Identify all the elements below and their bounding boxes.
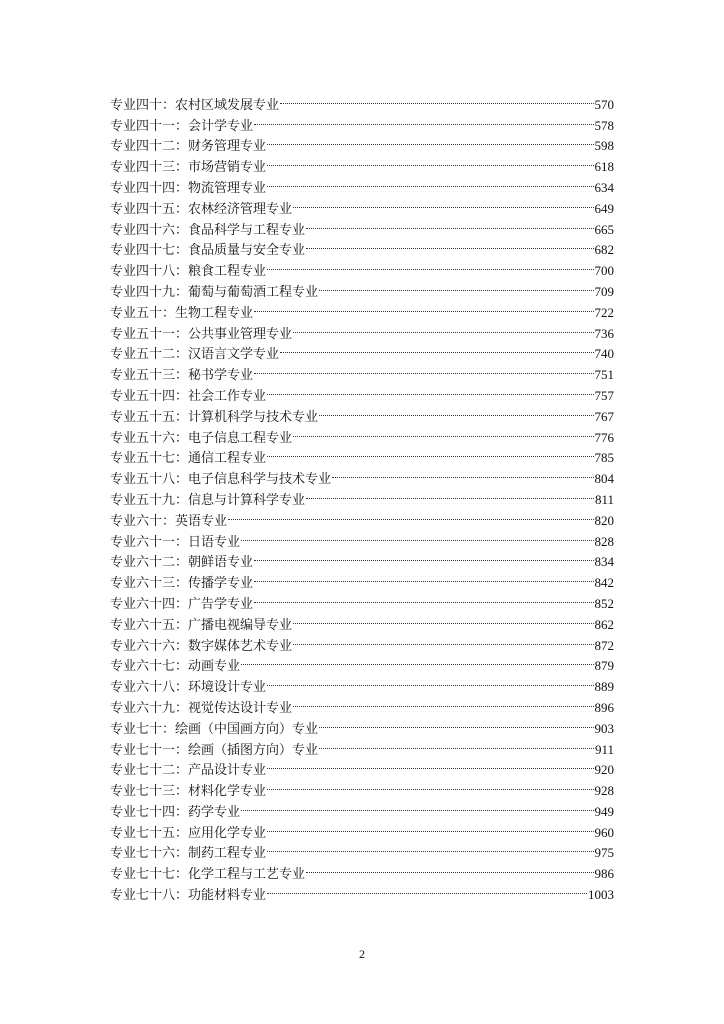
toc-dot-leader <box>267 379 593 400</box>
toc-entry-title: 专业四十三：市场营销专业 <box>110 160 267 176</box>
toc-entry-page-number: 986 <box>594 866 614 882</box>
toc-entry-page-number: 828 <box>594 533 614 549</box>
toc-dot-leader <box>267 837 593 858</box>
toc-entry-page-number: 578 <box>594 117 614 133</box>
toc-entry-title: 专业七十一：绘画（插图方向）专业 <box>110 742 319 758</box>
toc-dot-leader <box>267 754 593 775</box>
toc-entry-page-number: 928 <box>594 783 614 799</box>
toc-entry-page-number: 634 <box>594 179 614 195</box>
toc-entry-title: 专业四十九：葡萄与葡萄酒工程专业 <box>110 284 319 300</box>
toc-dot-leader <box>254 296 593 317</box>
toc-dot-leader <box>254 109 593 130</box>
toc-entry-title: 专业五十二：汉语言文学专业 <box>110 347 280 363</box>
toc-dot-leader <box>267 150 593 171</box>
toc-entry-page-number: 665 <box>594 221 614 237</box>
toc-entry-page-number: 709 <box>594 283 614 299</box>
toc-entry-page-number: 804 <box>594 471 614 487</box>
toc-dot-leader <box>267 774 593 795</box>
toc-dot-leader <box>293 192 593 213</box>
toc-entry-title: 专业四十四：物流管理专业 <box>110 180 267 196</box>
toc-dot-leader <box>267 171 593 192</box>
toc-dot-leader <box>241 525 593 546</box>
toc-entry-title: 专业六十五：广播电视编导专业 <box>110 617 293 633</box>
toc-entry-title: 专业五十三：秘书学专业 <box>110 368 254 384</box>
toc-entry-title: 专业四十六：食品科学与工程专业 <box>110 222 306 238</box>
toc-entry-title: 专业六十八：环境设计专业 <box>110 680 267 696</box>
table-of-contents <box>110 88 614 904</box>
toc-entry-title: 专业四十：农村区域发展专业 <box>110 97 280 113</box>
toc-entry-page-number: 920 <box>594 762 614 778</box>
toc-entry-page-number: 903 <box>594 720 614 736</box>
toc-entry-title: 专业七十：绘画（中国画方向）专业 <box>110 721 319 737</box>
toc-entry-title: 专业六十九：视觉传达设计专业 <box>110 700 293 716</box>
toc-dot-leader <box>293 691 593 712</box>
toc-dot-leader <box>319 712 593 733</box>
toc-dot-leader <box>267 254 593 275</box>
toc-entry-title: 专业五十七：通信工程专业 <box>110 451 267 467</box>
toc-entry-title: 专业四十一：会计学专业 <box>110 118 254 134</box>
toc-dot-leader <box>280 338 593 359</box>
toc-entry-page-number: 767 <box>594 408 614 424</box>
toc-entry-page-number: 820 <box>594 512 614 528</box>
toc-entry-page-number: 570 <box>594 96 614 112</box>
toc-dot-leader <box>254 566 593 587</box>
toc-entry-page-number: 949 <box>594 803 614 819</box>
toc-entry-page-number: 911 <box>594 741 614 757</box>
toc-entry-title: 专业四十七：食品质量与安全专业 <box>110 243 306 259</box>
toc-entry-page-number: 776 <box>594 429 614 445</box>
toc-dot-leader <box>293 608 593 629</box>
toc-entry-page-number: 960 <box>594 824 614 840</box>
toc-entry-title: 专业五十八：电子信息科学与技术专业 <box>110 472 332 488</box>
toc-dot-leader <box>293 421 593 442</box>
toc-entry-page-number: 618 <box>594 159 614 175</box>
toc-entry-page-number: 896 <box>594 699 614 715</box>
toc-dot-leader <box>319 275 593 296</box>
page-number: 2 <box>359 947 365 961</box>
toc-entry-title: 专业四十八：粮食工程专业 <box>110 264 267 280</box>
toc-dot-leader <box>254 358 593 379</box>
toc-entry-title: 专业七十四：药学专业 <box>110 804 241 820</box>
toc-entry-title: 专业六十二：朝鲜语专业 <box>110 555 254 571</box>
toc-entry-page-number: 722 <box>594 304 614 320</box>
toc-entry-title: 专业六十六：数字媒体艺术专业 <box>110 638 293 654</box>
toc-entry-page-number: 785 <box>594 450 614 466</box>
toc-dot-leader <box>306 234 593 255</box>
toc-dot-leader <box>241 650 593 671</box>
toc-dot-leader <box>332 462 593 483</box>
toc-entry-page-number: 740 <box>594 346 614 362</box>
toc-dot-leader <box>306 857 593 878</box>
toc-dot-leader <box>280 88 593 109</box>
toc-entry-title: 专业五十九：信息与计算科学专业 <box>110 492 306 508</box>
toc-entry-title: 专业七十八：功能材料专业 <box>110 888 267 904</box>
toc-entry-page-number: 889 <box>594 679 614 695</box>
toc-entry-page-number: 834 <box>594 554 614 570</box>
toc-entry-title: 专业五十五：计算机科学与技术专业 <box>110 409 319 425</box>
toc-entry-page-number: 842 <box>594 575 614 591</box>
toc-entry-title: 专业四十五：农林经济管理专业 <box>110 201 293 217</box>
toc-entry-page-number: 736 <box>594 325 614 341</box>
toc-entry-page-number: 852 <box>594 595 614 611</box>
toc-entry[interactable] <box>110 88 614 113</box>
toc-entry-title: 专业七十五：应用化学专业 <box>110 825 267 841</box>
toc-entry-title: 专业五十六：电子信息工程专业 <box>110 430 293 446</box>
toc-entry-page-number: 682 <box>594 242 614 258</box>
toc-entry-page-number: 757 <box>594 387 614 403</box>
toc-dot-leader <box>319 733 594 754</box>
toc-entry-title: 专业七十七：化学工程与工艺专业 <box>110 867 306 883</box>
toc-entry-title: 专业六十四：广告学专业 <box>110 596 254 612</box>
toc-entry-title: 专业六十七：动画专业 <box>110 659 241 675</box>
toc-dot-leader <box>254 546 593 567</box>
toc-entry-title: 专业四十二：财务管理专业 <box>110 139 267 155</box>
toc-dot-leader <box>241 795 593 816</box>
toc-entry-page-number: 751 <box>594 367 614 383</box>
toc-dot-leader <box>267 816 593 837</box>
toc-dot-leader <box>267 878 587 899</box>
toc-dot-leader <box>267 670 593 691</box>
toc-dot-leader <box>267 442 593 463</box>
toc-dot-leader <box>267 130 593 151</box>
toc-entry-title: 专业五十四：社会工作专业 <box>110 388 267 404</box>
toc-entry-page-number: 1003 <box>588 887 614 903</box>
toc-entry-page-number: 862 <box>594 616 614 632</box>
toc-entry-title: 专业五十一：公共事业管理专业 <box>110 326 293 342</box>
toc-dot-leader <box>293 317 593 338</box>
toc-entry-title: 专业六十：英语专业 <box>110 513 228 529</box>
toc-entry-title: 专业五十：生物工程专业 <box>110 305 254 321</box>
toc-dot-leader <box>306 483 594 504</box>
toc-entry-page-number: 598 <box>594 138 614 154</box>
toc-entry-title: 专业七十三：材料化学专业 <box>110 784 267 800</box>
toc-entry-page-number: 649 <box>594 200 614 216</box>
toc-entry-page-number: 811 <box>594 491 614 507</box>
toc-entry-page-number: 975 <box>594 845 614 861</box>
toc-entry-title: 专业六十三：传播学专业 <box>110 576 254 592</box>
toc-dot-leader <box>306 213 593 234</box>
toc-dot-leader <box>228 504 593 525</box>
toc-dot-leader <box>254 587 593 608</box>
toc-entry-page-number: 700 <box>594 263 614 279</box>
toc-entry-title: 专业六十一：日语专业 <box>110 534 241 550</box>
toc-entry-title: 专业七十二：产品设计专业 <box>110 763 267 779</box>
toc-dot-leader <box>319 400 593 421</box>
toc-entry-page-number: 872 <box>594 637 614 653</box>
toc-entry-page-number: 879 <box>594 658 614 674</box>
toc-dot-leader <box>293 629 593 650</box>
toc-entry-title: 专业七十六：制药工程专业 <box>110 846 267 862</box>
